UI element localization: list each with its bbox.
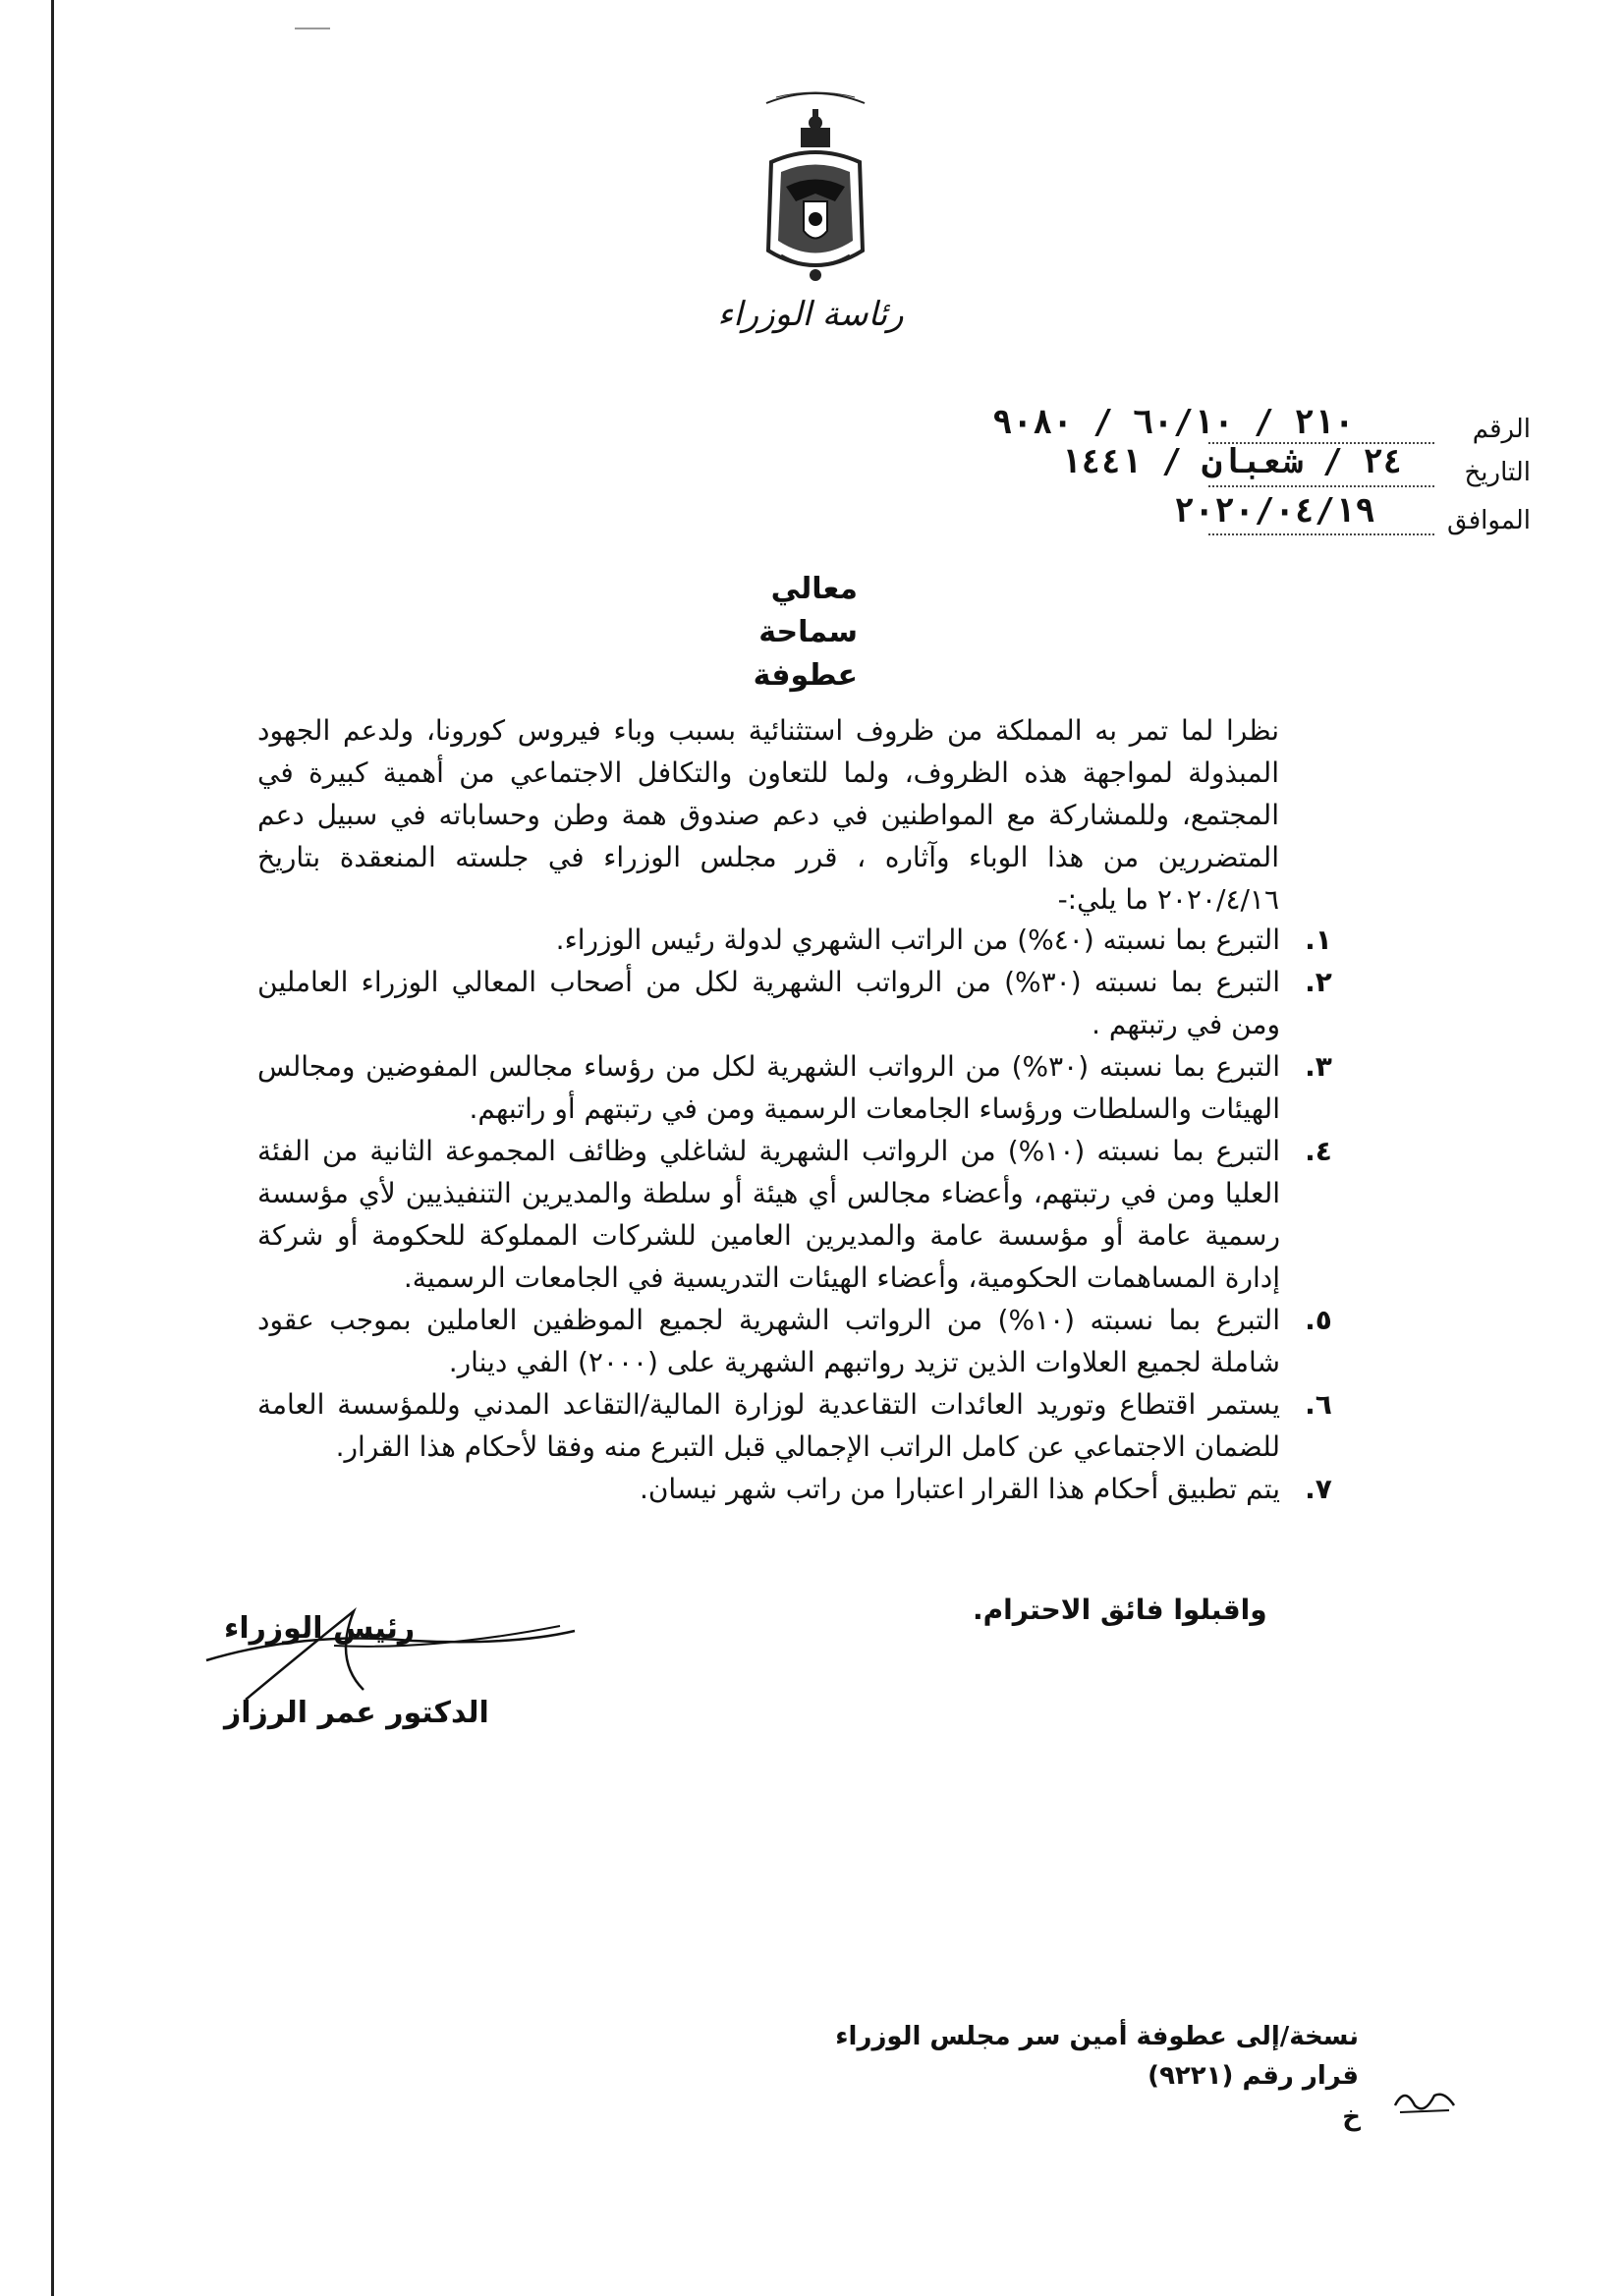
date-value: ٢٤ / شعبان / ١٤٤١ — [1061, 442, 1404, 481]
item-text: يستمر اقتطاع وتوريد العائدات التقاعدية لوزارة المالية/التقاعد المدني وللمؤسسة العامة للضمان الاجتماعي عن كامل الراتب الإجمالي قبل التبرع منه وفقا لأحكام هذا القرار. — [257, 1388, 1280, 1463]
royal-emblem-icon — [747, 84, 884, 378]
item-text: التبرع بما نسبته (١٠%) من الرواتب الشهرية لشاغلي وظائف المجموعة الثانية من الفئة العليا ومن في رتبتهم، وأعضاء مجالس أي هيئة أو سلطة والمديرين التنفيذيين لأي مؤسسة رسمية عامة أو مؤسسة عامة والمديرين العامين للشركات المملوكة للحكومة أو شركة إدارة المساهمات الحكومية، وأعضاء الهيئات التدريسية في الجامعات الرسمية. — [257, 1135, 1281, 1294]
salutation-line: معالي — [770, 572, 858, 606]
initials-icon — [1390, 2081, 1459, 2120]
intro-paragraph: نظرا لما تمر به المملكة من ظروف استثنائية بسبب وباء فيروس كورونا، ولدعم الجهود المبذولة لمواجهة هذه الظروف، ولما للتعاون والتكافل الاجتماعي من أهمية كبيرة في المجتمع، وللمشاركة مع المواطنين في دعم صندوق همة وطن وحساباته في سبيل دعم المتضررين من هذا الوباء وآثاره ، قرر مجلس الوزراء في جلسته المنعقدة بتاريخ ٢٠٢٠/٤/١٦ ما يلي:- — [257, 714, 1279, 916]
reference-value: ٢١٠ / ٦٠/١٠ / ٩٠٨٠ — [992, 403, 1355, 442]
filing-mark: خ — [1342, 2102, 1361, 2132]
item-number: ٤. — [1305, 1135, 1332, 1167]
copy-to-line: نسخة/إلى عطوفة أمين سر مجلس الوزراء — [835, 2022, 1359, 2051]
list-item — [257, 1299, 1343, 1383]
signature-icon — [187, 1592, 580, 1709]
list-item — [257, 1130, 1343, 1299]
item-number: ٥. — [1305, 1304, 1332, 1336]
date-label: التاريخ — [1464, 458, 1531, 487]
item-number: ٧. — [1305, 1473, 1332, 1505]
list-item — [257, 1383, 1343, 1468]
item-number: ١. — [1305, 924, 1332, 956]
signatory-title: رئيس الوزراء — [224, 1611, 416, 1646]
list-item — [257, 1045, 1343, 1130]
office-caption: رئاسة الوزراء — [717, 295, 904, 334]
item-text: التبرع بما نسبته (٤٠%) من الراتب الشهري لدولة رئيس الوزراء. — [555, 924, 1280, 956]
list-item — [257, 919, 1343, 961]
salutation — [754, 568, 858, 698]
decision-list — [257, 919, 1343, 1510]
list-item — [257, 1468, 1343, 1510]
scan-edge-line — [51, 0, 54, 2296]
scan-mark — [295, 28, 330, 29]
closing-line: واقبلوا فائق الاحترام. — [973, 1594, 1267, 1626]
item-number: ٦. — [1305, 1388, 1332, 1421]
signatory-name: الدكتور عمر الرزاز — [224, 1696, 489, 1730]
salutation-line: عطوفة — [753, 658, 858, 693]
item-number: ٣. — [1305, 1050, 1332, 1083]
list-item — [257, 961, 1343, 1045]
gregorian-value: ٢٠٢٠/٠٤/١٩ — [1174, 491, 1375, 531]
decision-number-line: قرار رقم (٩٢٢١) — [1148, 2061, 1359, 2091]
item-number: ٢. — [1305, 966, 1332, 998]
salutation-line: سماحة — [758, 615, 858, 649]
item-text: التبرع بما نسبته (١٠%) من الرواتب الشهرية لجميع الموظفين العاملين بموجب عقود شاملة لجميع العلاوات الذين تزيد رواتبهم الشهرية على (٢٠٠٠) الفي دينار. — [257, 1304, 1280, 1378]
item-text: التبرع بما نسبته (٣٠%) من الرواتب الشهرية لكل من أصحاب المعالي الوزراء العاملين ومن في رتبتهم . — [257, 966, 1281, 1040]
item-text: يتم تطبيق أحكام هذا القرار اعتبارا من راتب شهر نيسان. — [639, 1473, 1280, 1505]
item-text: التبرع بما نسبته (٣٠%) من الرواتب الشهرية لكل من رؤساء مجالس المفوضين ومجالس الهيئات والسلطات ورؤساء الجامعات الرسمية ومن في رتبتهم أو راتبهم. — [257, 1050, 1280, 1125]
reference-label: الرقم — [1472, 415, 1531, 444]
gregorian-label: الموافق — [1447, 506, 1531, 535]
